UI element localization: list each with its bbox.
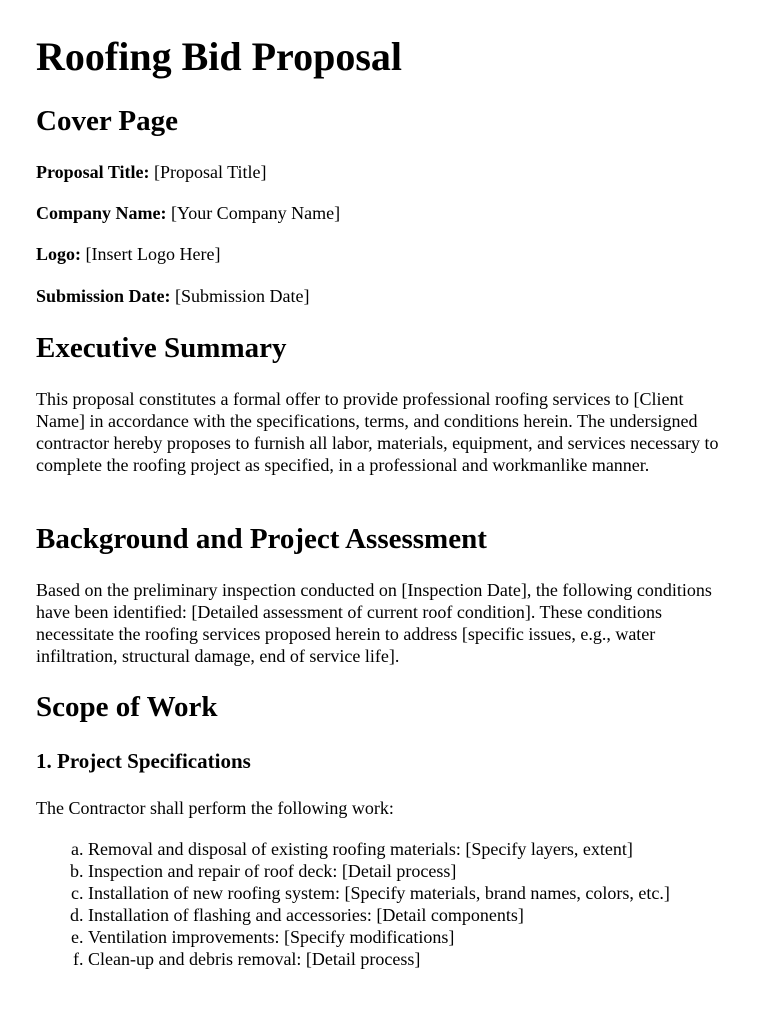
field-label: Proposal Title: [36, 162, 150, 182]
list-item: a. Removal and disposal of existing roofing materials: [Specify layers, extent] [88, 838, 770, 860]
field-label: Submission Date: [36, 286, 171, 306]
field-value: [Submission Date] [175, 286, 310, 306]
list-item: b. Inspection and repair of roof deck: [Detail process] [88, 860, 770, 882]
field-value: [Your Company Name] [171, 203, 341, 223]
field-label: Company Name: [36, 203, 167, 223]
submission-date-field [36, 285, 310, 307]
cover-page-heading: Cover Page [36, 105, 178, 137]
field-value: [Insert Logo Here] [85, 244, 221, 264]
logo-field [36, 243, 220, 265]
list-item: f. Clean-up and debris removal: [Detail process] [88, 948, 770, 970]
list-item: c. Installation of new roofing system: [Specify materials, brand names, colors, etc.] [88, 882, 770, 904]
list-item: e. Ventilation improvements: [Specify modifications] [88, 926, 770, 948]
document-title: Roofing Bid Proposal [36, 34, 402, 79]
background-text: Based on the preliminary inspection conducted on [Inspection Date], the following conditions have been identified: [Detailed assessment of current roof condition]. These conditions necessitate the roofing services proposed herein to address [specific issues, e.g., water infiltration, structural damage, end of service life]. [36, 580, 712, 666]
company-name-field [36, 202, 340, 224]
background-heading: Background and Project Assessment [36, 523, 487, 555]
field-label: Logo: [36, 244, 81, 264]
scope-intro-text: The Contractor shall perform the following work: [36, 798, 394, 818]
scope-of-work-heading: Scope of Work [36, 691, 218, 723]
executive-summary-heading: Executive Summary [36, 332, 287, 364]
executive-summary-text: This proposal constitutes a formal offer to provide professional roofing services to [Client Name] in accordance with the specifications, terms, and conditions herein. The undersigned contractor hereby proposes to furnish all labor, materials, equipment, and services necessary to complete the roofing project as specified, in a professional and workmanlike manner. [36, 389, 719, 475]
scope-items-list [36, 838, 770, 970]
list-item: d. Installation of flashing and accessories: [Detail components] [88, 904, 770, 926]
field-value: [Proposal Title] [154, 162, 267, 182]
project-specifications-heading: 1. Project Specifications [36, 749, 251, 773]
proposal-title-field [36, 161, 267, 183]
